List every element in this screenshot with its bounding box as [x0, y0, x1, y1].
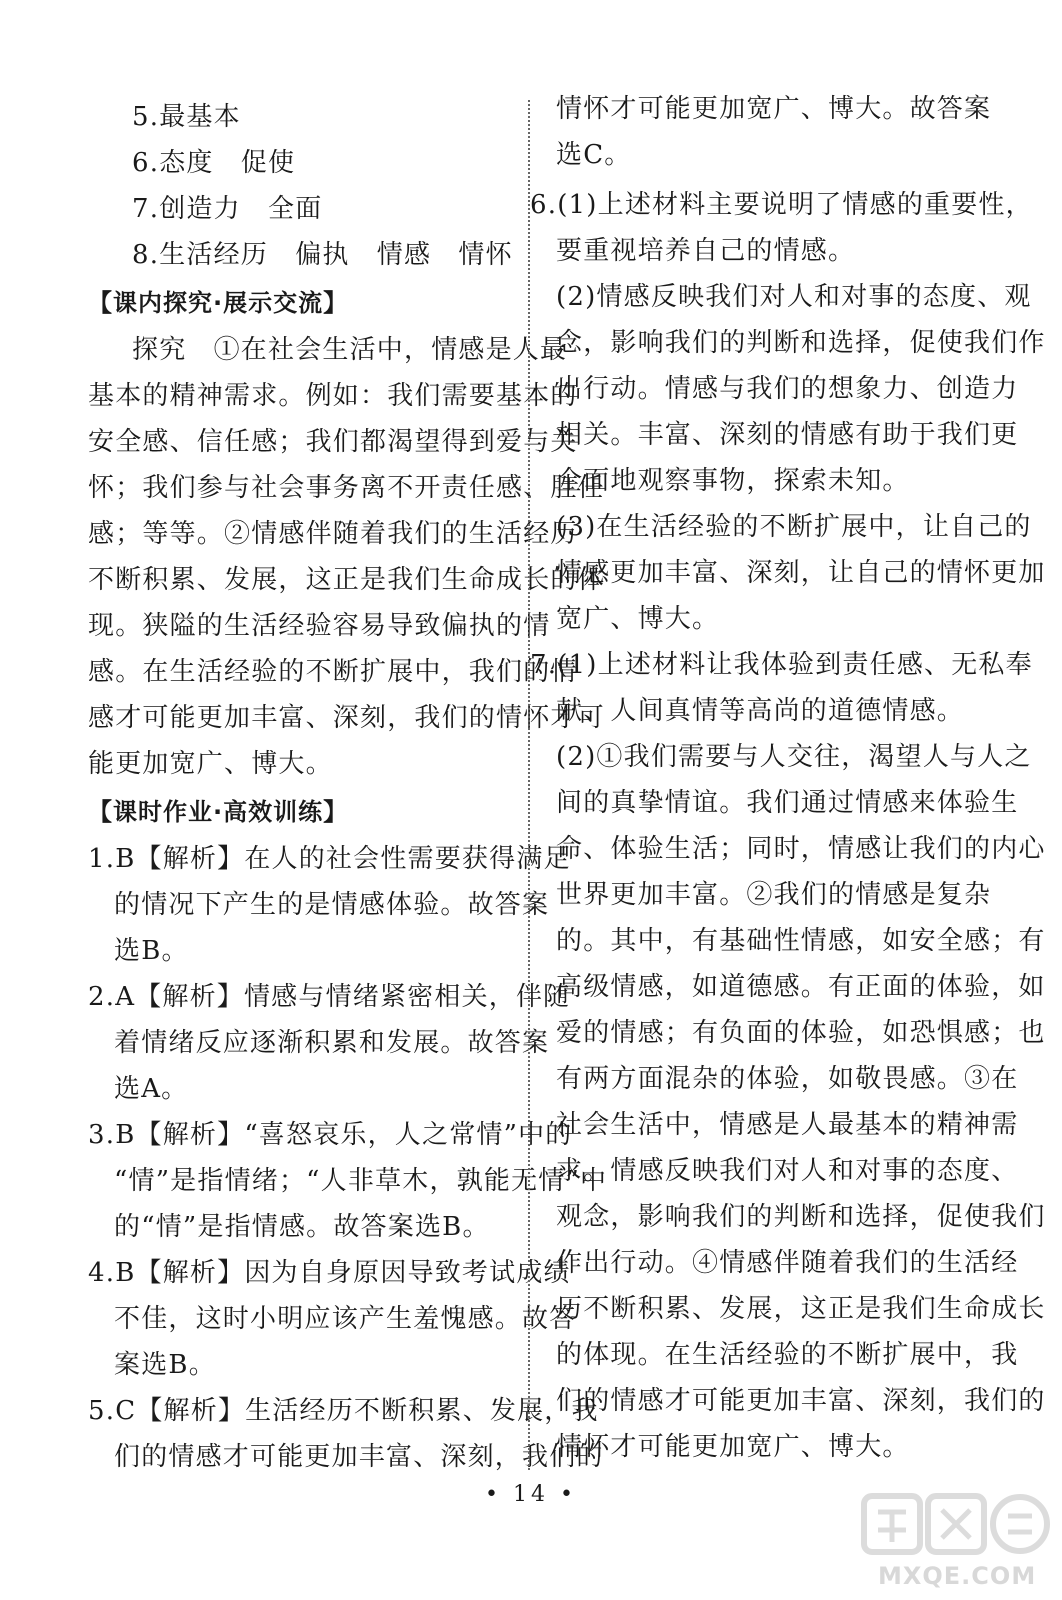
text-line: 的。其中，有基础性情感，如安全感；有: [556, 926, 1046, 956]
text-line: 的情况下产生的是情感体验。故答案: [114, 890, 550, 920]
text-line: 爱的情感；有负面的体验，如恐惧感；也: [556, 1018, 1046, 1048]
text-line: 有两方面混杂的体验，如敬畏感。③在: [556, 1064, 1019, 1094]
text-line: 的体现。在生活经验的不断扩展中，我: [556, 1340, 1019, 1370]
text-line: 感。在生活经验的不断扩展中，我们的情: [88, 657, 578, 687]
text-line: 能更加宽广、博大。: [88, 749, 333, 779]
text-line: (3)在生活经验的不断扩展中，让自己的: [556, 512, 1032, 542]
text-line: 念，影响我们的判断和选择，促使我们作: [556, 328, 1046, 358]
text-line: 全面地观察事物，探索未知。: [556, 466, 910, 496]
text-line: 怀；我们参与社会事务离不开责任感、胜任: [88, 473, 605, 503]
text-line: 4.B【解析】因为自身原因导致考试成绩: [88, 1258, 571, 1288]
text-line: 命、体验生活；同时，情感让我们的内心: [556, 834, 1046, 864]
text-line: 8.生活经历 偏执 情感 情怀: [132, 240, 513, 270]
text-line: 要重视培养自己的情感。: [556, 236, 856, 266]
text-line: 不佳，这时小明应该产生羞愧感。故答: [114, 1304, 577, 1334]
text-line: 观念，影响我们的判断和选择，促使我们: [556, 1202, 1046, 1232]
text-line: 6.态度 促使: [132, 148, 296, 178]
text-line: 的“情”是指情感。故答案选B。: [114, 1212, 490, 1242]
section-heading: 【课内探究·展示交流】: [88, 289, 349, 317]
text-line: 1.B【解析】在人的社会性需要获得满足: [88, 844, 571, 874]
text-line: 探究 ①在社会生活中，情感是人最: [132, 335, 568, 365]
watermark: [860, 1490, 1050, 1595]
text-line: 社会生活中，情感是人最基本的精神需: [556, 1110, 1019, 1140]
watermark-url: MXQE.COM: [878, 1562, 1037, 1590]
text-line: 2.A【解析】情感与情绪紧密相关，伴随: [88, 982, 571, 1012]
text-line: 情怀才可能更加宽广、博大。故答案: [556, 94, 992, 124]
text-line: 宽广、博大。: [556, 604, 720, 634]
text-line: 不断积累、发展，这正是我们生命成长的体: [88, 565, 605, 595]
text-line: (2)①我们需要与人交往，渴望人与人之: [556, 742, 1032, 772]
text-line: 安全感、信任感；我们都渴望得到爱与关: [88, 427, 578, 457]
text-line: 世界更加丰富。②我们的情感是复杂: [556, 880, 992, 910]
text-line: 现。狭隘的生活经验容易导致偏执的情: [88, 611, 551, 641]
text-line: 们的情感才可能更加丰富、深刻，我们的: [114, 1442, 604, 1472]
watermark-logo-icon: [860, 1490, 1050, 1560]
text-line: 选A。: [114, 1074, 189, 1104]
section-heading: 【课时作业·高效训练】: [88, 798, 349, 826]
text-line: 3.B【解析】“喜怒哀乐，人之常情”中的: [88, 1120, 573, 1150]
text-line: 感；等等。②情感伴随着我们的生活经历: [88, 519, 578, 549]
text-line: 情感更加丰富、深刻，让自己的情怀更加: [556, 558, 1046, 588]
text-line: 5.C【解析】生活经历不断积累、发展，我: [88, 1396, 599, 1426]
text-line: 作出行动。④情感伴随着我们的生活经: [556, 1248, 1019, 1278]
text-line: 6.(1)上述材料主要说明了情感的重要性，: [530, 190, 1033, 220]
text-line: 感才可能更加丰富、深刻，我们的情怀才可: [88, 703, 605, 733]
text-line: 历不断积累、发展，这正是我们生命成长: [556, 1294, 1046, 1324]
text-line: 高级情感，如道德感。有正面的体验，如: [556, 972, 1046, 1002]
text-line: 案选B。: [114, 1350, 216, 1380]
text-line: 选C。: [556, 140, 632, 170]
text-line: 7.创造力 全面: [132, 194, 323, 224]
text-line: 5.最基本: [132, 102, 241, 132]
text-line: 献、人间真情等高尚的道德情感。: [556, 696, 965, 726]
text-line: 相关。丰富、深刻的情感有助于我们更: [556, 420, 1019, 450]
text-line: (2)情感反映我们对人和对事的态度、观: [556, 282, 1032, 312]
text-line: 求。情感反映我们对人和对事的态度、: [556, 1156, 1019, 1186]
text-line: 出行动。情感与我们的想象力、创造力: [556, 374, 1019, 404]
text-line: 基本的精神需求。例如：我们需要基本的: [88, 381, 578, 411]
text-line: “情”是指情绪；“人非草木，孰能无情”中: [114, 1166, 608, 1196]
page-number: • 14 •: [485, 1482, 577, 1507]
text-line: 间的真挚情谊。我们通过情感来体验生: [556, 788, 1019, 818]
text-line: 们的情感才可能更加丰富、深刻，我们的: [556, 1386, 1046, 1416]
text-line: 着情绪反应逐渐积累和发展。故答案: [114, 1028, 550, 1058]
text-line: 选B。: [114, 936, 189, 966]
text-line: 情怀才可能更加宽广、博大。: [556, 1432, 910, 1462]
text-line: 7.(1)上述材料让我体验到责任感、无私奉: [530, 650, 1033, 680]
column-divider: [528, 100, 530, 1470]
